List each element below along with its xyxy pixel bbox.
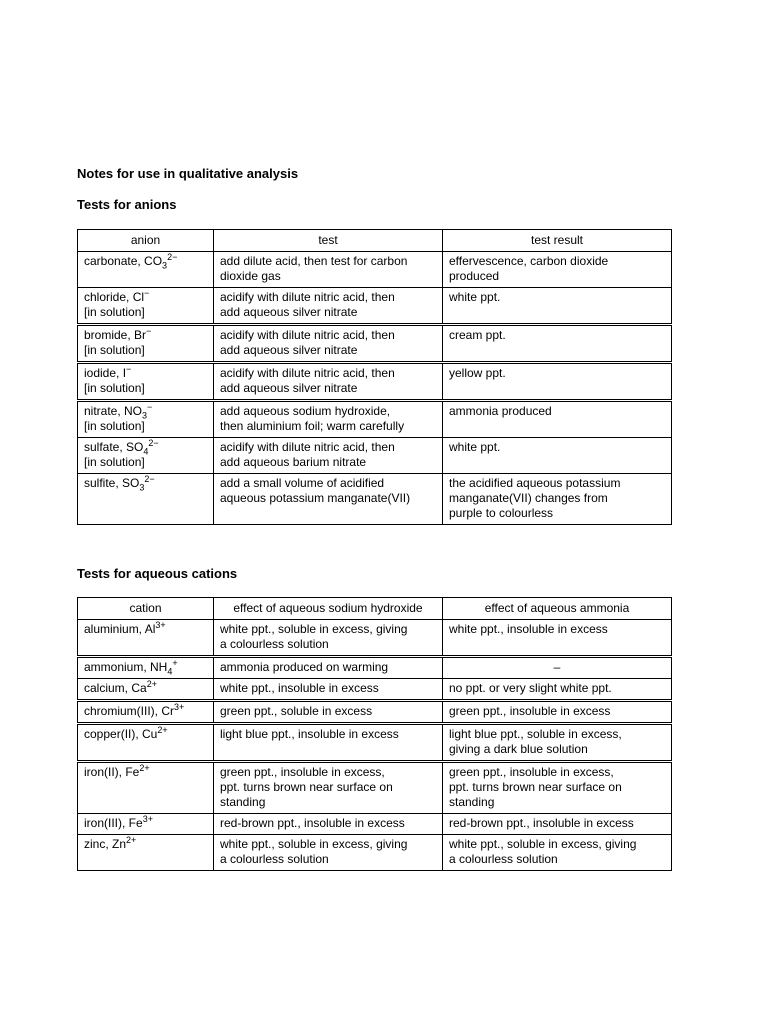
anions-ion-charge: − [126,364,132,374]
cations-naoh-cell: white ppt., insoluble in excess [214,679,443,701]
cations-ammonia-cell: light blue ppt., soluble in excess, giving a dark blue solution [443,724,672,762]
anions-ion-note: [in solution] [84,455,145,469]
cations-table [77,597,672,871]
cations-naoh-cell: green ppt., soluble in excess [214,701,443,724]
cations-ammonia-cell: no ppt. or very slight white ppt. [443,679,672,701]
anions-heading: Tests for anions [77,197,177,212]
anions-result-cell: yellow ppt. [443,363,672,401]
anions-ion-charge: − [144,288,150,298]
cations-ion-name: zinc, Zn [84,837,127,851]
cations-ammonia-cell: white ppt., soluble in excess, giving a colourless solution [443,835,672,871]
cations-ion-cell [78,835,214,871]
table-row [78,724,672,762]
anions-ion-subscript: 3 [162,260,168,271]
cations-ion-name: iron(III), Fe [84,816,143,830]
table-row [78,762,672,814]
table-row [78,701,672,724]
table-row [78,679,672,701]
anions-ion-note: [in solution] [84,419,145,433]
cations-ammonia-cell: white ppt., insoluble in excess [443,620,672,657]
anions-table [77,229,672,525]
cations-ion-charge: 3+ [155,620,166,630]
cations-ammonia-cell: red-brown ppt., insoluble in excess [443,814,672,835]
anions-header-row [78,230,672,252]
cations-ion-name: copper(II), Cu [84,727,158,741]
cations-ammonia-cell: green ppt., insoluble in excess [443,701,672,724]
cations-heading: Tests for aqueous cations [77,566,238,581]
anions-ion-charge: 2− [148,438,159,448]
cations-ammonia-cell: green ppt., insoluble in excess, ppt. turns brown near surface on standing [443,762,672,814]
anions-ion-name: iodide, I [84,366,127,380]
anions-ion-cell [78,325,214,363]
cations-ion-charge: 2+ [157,725,168,735]
anions-ion-charge: 2− [167,252,178,262]
cations-naoh-cell: light blue ppt., insoluble in excess [214,724,443,762]
anions-ion-name: bromide, Br [84,328,147,342]
cations-naoh-cell: white ppt., soluble in excess, giving a colourless solution [214,620,443,657]
column-header-anion: anion [78,230,214,252]
table-row [78,288,672,325]
anions-ion-cell [78,401,214,438]
anions-ion-name: carbonate, CO [84,254,163,268]
anions-test-cell: acidify with dilute nitric acid, then add aqueous silver nitrate [214,288,443,325]
column-header-test-result: test result [443,230,672,252]
anions-test-cell: acidify with dilute nitric acid, then add aqueous silver nitrate [214,325,443,363]
anions-ion-cell [78,252,214,288]
anions-ion-cell [78,288,214,325]
cations-ion-name: ammonium, NH [84,660,168,674]
table-row [78,363,672,401]
cations-ion-charge: + [172,658,178,668]
cations-naoh-cell: red-brown ppt., insoluble in excess [214,814,443,835]
cations-ion-charge: 2+ [139,763,150,773]
cations-ion-charge: 2+ [146,679,157,689]
anions-ion-charge: − [146,326,152,336]
anions-ion-note: [in solution] [84,343,145,357]
anions-ion-cell [78,363,214,401]
cations-naoh-cell: ammonia produced on warming [214,657,443,679]
anions-result-cell: white ppt. [443,288,672,325]
anions-ion-note: [in solution] [84,381,145,395]
anions-result-cell: ammonia produced [443,401,672,438]
cations-ion-cell [78,657,214,679]
table-row [78,474,672,525]
cations-ion-name: chromium(III), Cr [84,704,174,718]
table-row [78,657,672,679]
table-row [78,620,672,657]
cations-ion-name: aluminium, Al [84,622,156,636]
column-header-test: test [214,230,443,252]
table-row [78,325,672,363]
anions-test-cell: add dilute acid, then test for carbon dioxide gas [214,252,443,288]
cations-ion-cell [78,724,214,762]
cations-ion-charge: 3+ [142,814,153,824]
cations-ion-cell [78,814,214,835]
anions-ion-name: sulfate, SO [84,440,144,454]
anions-ion-cell [78,438,214,474]
cations-ion-name: calcium, Ca [84,681,147,695]
anions-ion-subscript: 3 [139,482,145,493]
cations-ion-subscript: 4 [167,666,173,677]
anions-test-cell: acidify with dilute nitric acid, then add aqueous silver nitrate [214,363,443,401]
table-row [78,401,672,438]
table-row [78,438,672,474]
anions-test-cell: acidify with dilute nitric acid, then add aqueous barium nitrate [214,438,443,474]
cations-ion-cell [78,701,214,724]
table-row [78,814,672,835]
anions-test-cell: add aqueous sodium hydroxide, then aluminium foil; warm carefully [214,401,443,438]
anions-ion-name: nitrate, NO [84,404,143,418]
cations-ion-cell [78,679,214,701]
anions-ion-charge: − [147,402,153,412]
anions-result-cell: white ppt. [443,438,672,474]
anions-ion-charge: 2− [144,474,155,484]
anions-ion-note: [in solution] [84,305,145,319]
cations-ion-charge: 3+ [174,702,185,712]
cations-naoh-cell: green ppt., insoluble in excess, ppt. turns brown near surface on standing [214,762,443,814]
anions-ion-cell [78,474,214,525]
anions-ion-subscript: 3 [142,410,148,421]
cations-naoh-cell: white ppt., soluble in excess, giving a colourless solution [214,835,443,871]
cations-ammonia-cell: – [443,657,672,679]
anions-ion-subscript: 4 [143,446,149,457]
table-row [78,835,672,871]
anions-test-cell: add a small volume of acidified aqueous potassium manganate(VII) [214,474,443,525]
anions-result-cell: the acidified aqueous potassium manganate(VII) changes from purple to colourless [443,474,672,525]
column-header-ammonia: effect of aqueous ammonia [443,598,672,620]
anions-ion-name: chloride, Cl [84,290,145,304]
cations-ion-charge: 2+ [126,835,137,845]
column-header-sodium-hydroxide: effect of aqueous sodium hydroxide [214,598,443,620]
anions-ion-name: sulfite, SO [84,476,140,490]
anions-result-cell: effervescence, carbon dioxide produced [443,252,672,288]
cations-ion-cell [78,762,214,814]
table-row [78,252,672,288]
column-header-cation: cation [78,598,214,620]
cations-ion-name: iron(II), Fe [84,765,140,779]
page-title: Notes for use in qualitative analysis [77,166,299,181]
cations-ion-cell [78,620,214,657]
cations-header-row [78,598,672,620]
anions-result-cell: cream ppt. [443,325,672,363]
